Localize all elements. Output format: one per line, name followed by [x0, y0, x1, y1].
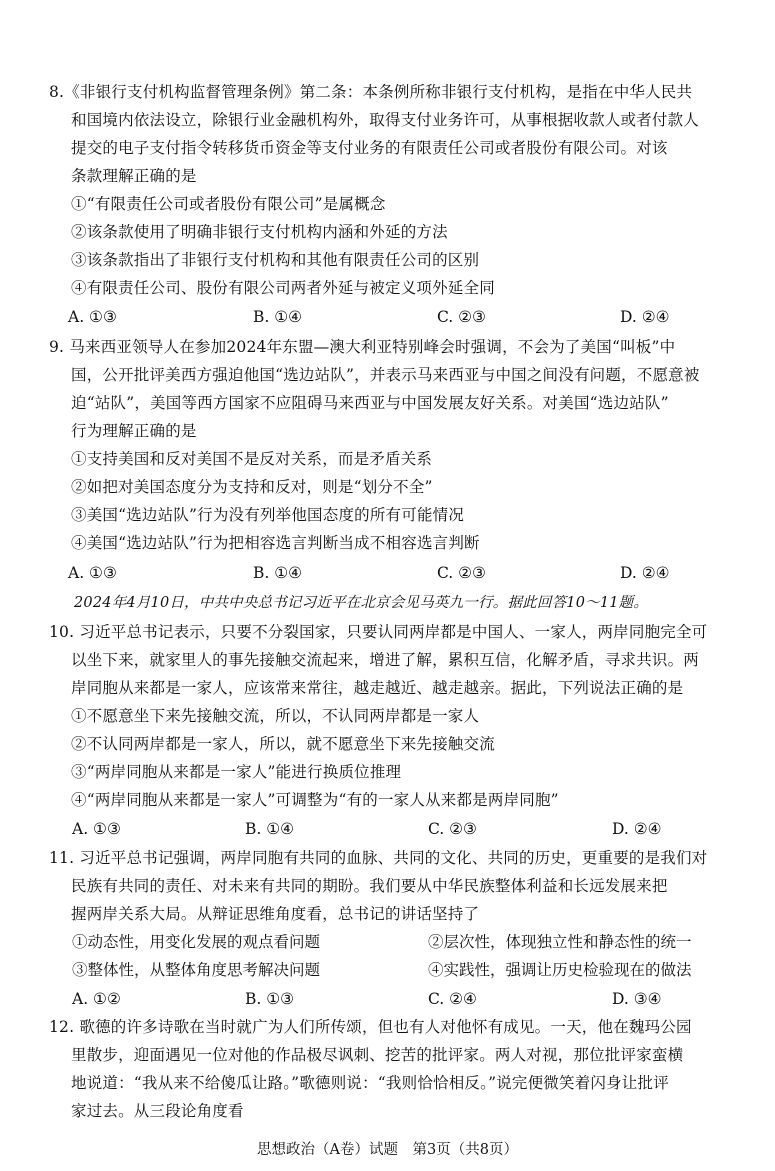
q11-item-2: ②层次性，体现独立性和静态性的统一: [428, 933, 692, 951]
q11-option-b[interactable]: B. ①③: [245, 990, 295, 1008]
q10-option-c[interactable]: C. ②③: [428, 820, 477, 838]
q12-stem-line-2: 里散步，迎面遇见一位对他的作品极尽讽刺、挖苦的批评家。两人对视，那位批评家蛮横: [71, 1046, 684, 1064]
q10-item-4: ④“两岸同胞从来都是一家人”可调整为“有的一家人从来都是两岸同胞”: [71, 791, 559, 809]
q9-stem-line-4: 行为理解正确的是: [71, 422, 197, 440]
q9-stem-line-2: 国，公开批评美西方强迫他国“选边站队”，并表示马来西亚与中国之间没有问题，不愿意被: [71, 366, 700, 384]
q8-item-1: ①“有限责任公司或者股份有限公司”是属概念: [71, 195, 386, 213]
q8-item-2: ②该条款使用了明确非银行支付机构内涵和外延的方法: [71, 223, 448, 241]
q9-option-c[interactable]: C. ②③: [437, 564, 486, 582]
q10-option-b[interactable]: B. ①④: [245, 820, 295, 838]
q10-item-1: ①不愿意坐下来先接触交流，所以，不认同两岸都是一家人: [71, 707, 480, 725]
q8-stem-line-3: 提交的电子支付指令转移货币资金等支付业务的有限责任公司或者股份有限公司。对该: [71, 139, 668, 157]
q9-item-1: ①支持美国和反对美国不是反对关系，而是矛盾关系: [71, 450, 433, 468]
q11-stem-line-2: 民族有共同的责任、对未来有共同的期盼。我们要从中华民族整体利益和长远发展来把: [71, 877, 668, 895]
q8-item-4: ④有限责任公司、股份有限公司两者外延与被定义项外延全同: [71, 279, 495, 297]
q11-option-d[interactable]: D. ③④: [612, 990, 662, 1008]
q9-item-2: ②如把对美国态度分为支持和反对，则是“划分不全”: [71, 478, 433, 496]
q10-item-2: ②不认同两岸都是一家人，所以，就不愿意坐下来先接触交流: [71, 735, 495, 753]
q12-stem-line-4: 家过去。从三段论角度看: [71, 1102, 244, 1120]
q11-item-4: ④实践性，强调让历史检验现在的做法: [428, 961, 692, 979]
q11-option-c[interactable]: C. ②④: [428, 990, 477, 1008]
q8-item-3: ③该条款指出了非银行支付机构和其他有限责任公司的区别: [71, 251, 480, 269]
q9-item-4: ④美国“选边站队”行为把相容选言判断当成不相容选言判断: [71, 534, 480, 552]
q9-stem-line-1: 9. 马来西亚领导人在参加2024年东盟—澳大利亚特别峰会时强调，不会为了美国“叫板”中: [49, 338, 676, 356]
page-footer: 思想政治（A卷）试题 第3页（共8页）: [257, 1142, 518, 1158]
q9-option-b[interactable]: B. ①④: [253, 564, 303, 582]
q10-option-a[interactable]: A. ①③: [72, 820, 121, 838]
q8-option-c[interactable]: C. ②③: [437, 308, 486, 326]
q9-item-3: ③美国“选边站队”行为没有列举他国态度的所有可能情况: [71, 506, 465, 524]
q12-stem-line-1: 12. 歌德的许多诗歌在当时就广为人们所传颂，但也有人对他怀有成见。一天，他在魏玛公园: [49, 1018, 692, 1036]
q8-stem-line-1: 8.《非银行支付机构监督管理条例》第二条：本条例所称非银行支付机构，是指在中华人民共: [49, 83, 693, 101]
q11-item-1: ①动态性，用变化发展的观点看问题: [72, 933, 321, 951]
q10-stem-line-1: 10. 习近平总书记表示，只要不分裂国家，只要认同两岸都是中国人、一家人，两岸同胞完全可: [49, 623, 708, 641]
q8-option-a[interactable]: A. ①③: [68, 308, 117, 326]
q8-option-b[interactable]: B. ①④: [253, 308, 303, 326]
q10-option-d[interactable]: D. ②④: [612, 820, 662, 838]
q11-option-a[interactable]: A. ①②: [72, 990, 121, 1008]
q12-stem-line-3: 地说道：“我从来不给傻瓜让路。”歌德则说：“我则恰恰相反。”说完便微笑着闪身让批评: [71, 1074, 669, 1092]
q9-option-d[interactable]: D. ②④: [620, 564, 670, 582]
q11-stem-line-3: 握两岸关系大局。从辩证思维角度看，总书记的讲话坚持了: [71, 905, 480, 923]
q10-stem-line-2: 以坐下来，就家里人的事先接触交流起来，增进了解，累积互信，化解矛盾，寻求共识。两: [71, 651, 700, 669]
shared-material-intro: 2024年4月10日，中共中央总书记习近平在北京会见马英九一行。据此回答10～11题。: [74, 595, 649, 611]
q8-stem-line-2: 和国境内依法设立，除银行业金融机构外，取得支付业务许可，从事根据收款人或者付款人: [71, 111, 700, 129]
q9-stem-line-3: 迫“站队”，美国等西方国家不应阻碍马来西亚与中国发展友好关系。对美国“选边站队”: [71, 394, 669, 412]
q8-option-d[interactable]: D. ②④: [620, 308, 670, 326]
q9-option-a[interactable]: A. ①③: [68, 564, 117, 582]
q10-item-3: ③“两岸同胞从来都是一家人”能进行换质位推理: [71, 763, 402, 781]
q11-item-3: ③整体性，从整体角度思考解决问题: [72, 961, 321, 979]
q10-stem-line-3: 岸同胞从来都是一家人，应该常来常往，越走越近、越走越亲。据此，下列说法正确的是: [71, 679, 684, 697]
q8-stem-line-4: 条款理解正确的是: [71, 167, 197, 185]
q11-stem-line-1: 11. 习近平总书记强调，两岸同胞有共同的血脉、共同的文化、共同的历史，更重要的是我们对: [49, 849, 708, 867]
